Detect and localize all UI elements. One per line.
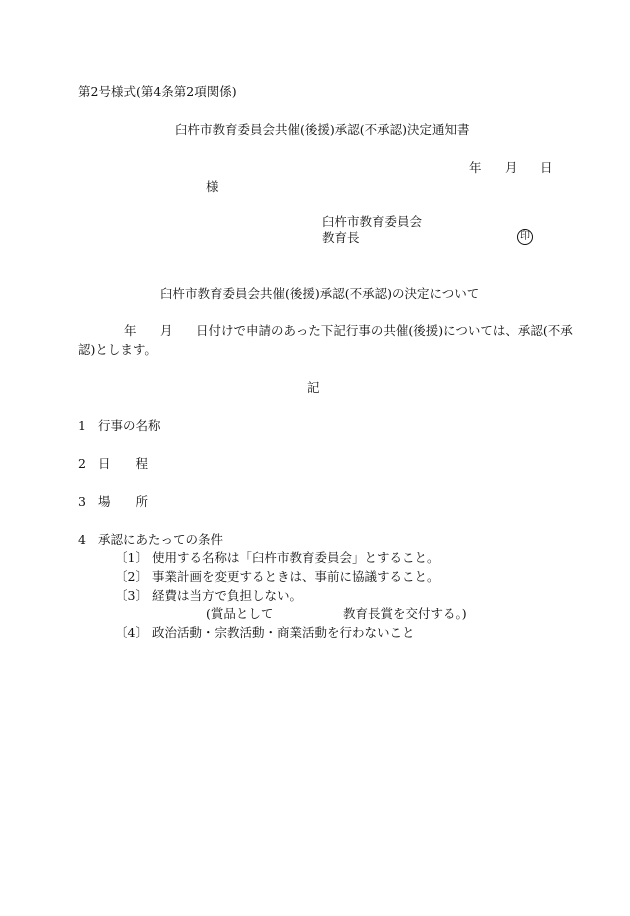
item-number: 1 — [78, 418, 86, 433]
list-item — [78, 532, 223, 548]
condition-item — [115, 588, 302, 604]
condition-number: 〔2〕 — [115, 569, 148, 584]
body-year: 年 — [124, 323, 137, 338]
condition-item — [115, 625, 414, 641]
condition-number: 〔4〕 — [115, 625, 148, 640]
item-number: 3 — [78, 494, 86, 509]
condition-item — [115, 550, 439, 566]
document-title: 臼杵市教育委員会共催(後援)承認(不承認)決定通知書 — [175, 122, 470, 137]
item-label: 承認にあたっての条件 — [97, 532, 223, 547]
ki-marker: 記 — [307, 380, 320, 395]
body-line1: 日付けで申請のあった下記行事の共催(後援)については、承認(不承 — [196, 323, 573, 338]
date-month: 月 — [505, 160, 518, 175]
list-item — [78, 494, 148, 510]
seal-mark: 印 — [517, 229, 533, 245]
item-label: 場 所 — [97, 494, 148, 509]
item-label: 行事の名称 — [97, 418, 161, 433]
award-note-part2: 教育長賞を交付する。) — [343, 606, 467, 621]
subject: 臼杵市教育委員会共催(後援)承認(不承認)の決定について — [160, 286, 480, 301]
condition-text: 使用する名称は「臼杵市教育委員会」とすること。 — [151, 550, 440, 565]
condition-item — [115, 569, 439, 585]
condition-number: 〔3〕 — [115, 588, 148, 603]
award-note-part1: (賞品として — [206, 606, 274, 621]
addressee-suffix: 様 — [206, 179, 219, 194]
body-month: 月 — [160, 323, 173, 338]
date-year: 年 — [469, 160, 482, 175]
condition-number: 〔1〕 — [115, 550, 148, 565]
form-number: 第2号様式(第4条第2項関係) — [78, 84, 237, 99]
condition-text: 政治活動・宗教活動・商業活動を行わないこと — [151, 625, 415, 640]
issuer-title: 教育長 — [322, 230, 360, 245]
item-number: 4 — [78, 532, 86, 547]
body-line2: 認)とします。 — [78, 342, 157, 357]
list-item — [78, 456, 148, 472]
issuer-org: 臼杵市教育委員会 — [322, 214, 423, 229]
date-day: 日 — [540, 160, 553, 175]
list-item — [78, 418, 160, 434]
condition-text: 経費は当方で負担しない。 — [151, 588, 302, 603]
item-number: 2 — [78, 456, 86, 471]
item-label: 日 程 — [97, 456, 148, 471]
condition-text: 事業計画を変更するときは、事前に協議すること。 — [151, 569, 440, 584]
